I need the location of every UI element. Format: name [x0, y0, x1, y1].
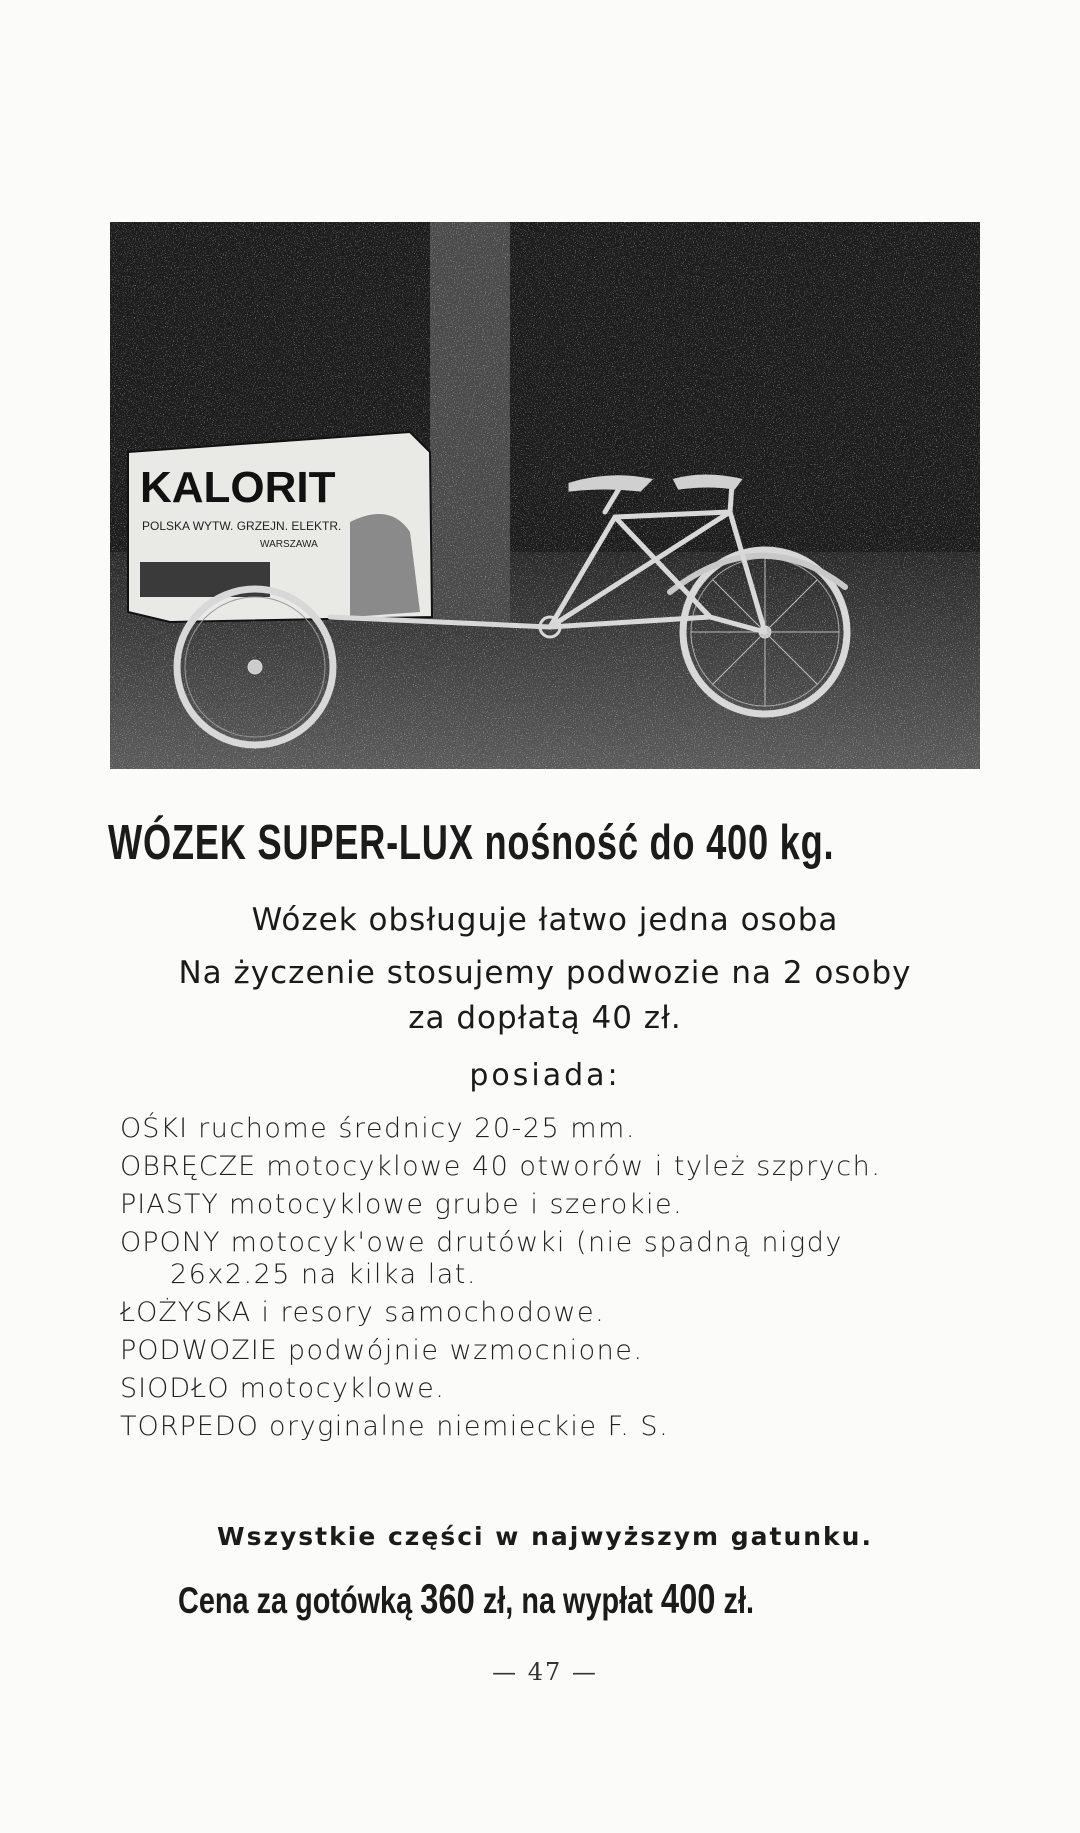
- intro-line-3: za dopłatą 40 zł.: [408, 1000, 682, 1036]
- feature-text: i resory samochodowe.: [261, 1297, 606, 1328]
- price-line: [178, 1575, 802, 1623]
- intro-line-2: Na życzenie stosujemy podwozie na 2 osoby: [178, 955, 912, 991]
- feature-key: OBRĘCZE: [120, 1151, 257, 1182]
- page-number: — 47 —: [492, 1658, 598, 1686]
- quality-note: Wszystkie części w najwyższym gatunku.: [217, 1522, 873, 1551]
- feature-key: PODWOZIE: [120, 1335, 278, 1366]
- feature-text: ruchome średnicy 20-25 mm.: [198, 1113, 636, 1144]
- feature-text: motocyk'owe drutówki (nie spadną nigdy: [230, 1227, 843, 1258]
- product-title: WÓZEK SUPER-LUX nośność do 400 kg.: [108, 816, 835, 870]
- features-heading: posiada:: [469, 1058, 621, 1093]
- feature-item: [120, 1294, 980, 1332]
- feature-text: podwójnie wzmocnione.: [287, 1335, 644, 1366]
- feature-key: SIODŁO: [120, 1373, 230, 1404]
- sign-subtitle: POLSKA WYTW. GRZEJN. ELEKTR.: [142, 519, 342, 533]
- features-list: [120, 1110, 980, 1446]
- price-suffix: zł.: [723, 1580, 755, 1621]
- product-photo: [110, 222, 980, 769]
- feature-item: [120, 1186, 980, 1224]
- price-middle: zł, na wypłat: [482, 1580, 653, 1621]
- feature-text: motocyklowe.: [239, 1373, 446, 1404]
- feature-key: OŚKI: [120, 1113, 189, 1144]
- sign-city: WARSZAWA: [260, 539, 318, 550]
- feature-text: motocyklowe 40 otworów i tyleż szprych.: [266, 1151, 882, 1182]
- price-installments: 400: [660, 1575, 716, 1622]
- feature-item: [120, 1370, 980, 1408]
- feature-key: PIASTY: [120, 1189, 219, 1220]
- feature-key: OPONY: [120, 1227, 221, 1258]
- price-prefix: Cena za gotówką: [178, 1580, 413, 1621]
- feature-item: [120, 1148, 980, 1186]
- feature-item: [120, 1332, 980, 1370]
- price-cash: 360: [420, 1575, 475, 1622]
- feature-text: 26x2.25 na kilka lat.: [170, 1259, 477, 1290]
- feature-item: [120, 1408, 980, 1446]
- feature-item: [120, 1110, 980, 1148]
- feature-text: oryginalne niemieckie F. S.: [268, 1411, 670, 1442]
- feature-key: ŁOŻYSKA: [120, 1297, 252, 1328]
- sign-title: KALORIT: [140, 463, 336, 512]
- feature-text: motocyklowe grube i szerokie.: [228, 1189, 684, 1220]
- feature-key: TORPEDO: [120, 1411, 259, 1442]
- intro-line-1: Wózek obsługuje łatwo jedna osoba: [251, 902, 839, 938]
